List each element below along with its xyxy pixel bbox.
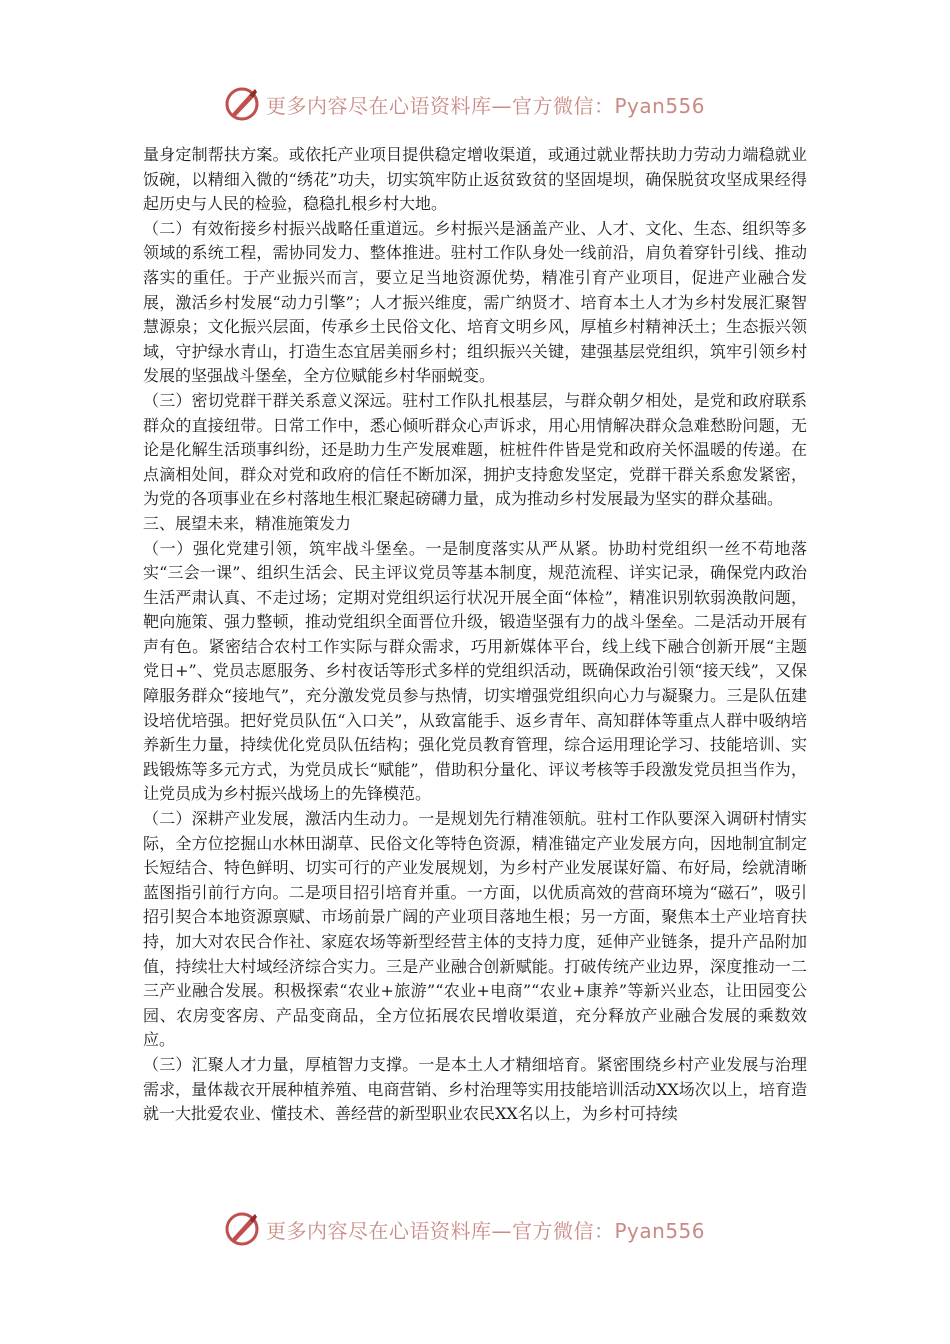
paragraph: 量身定制帮扶方案。或依托产业项目提供稳定增收渠道，或通过就业帮扶助力劳动力端稳就业饭碗，以精细入微的“绣花”功夫，切实筑牢防止返贫致贫的坚固堤坝，确保脱贫攻坚成果经得起历史与人民的检验，稳稳扎根乡村大地。 (143, 145, 807, 214)
paragraph: （三）汇聚人才力量，厚植智力支撑。一是本土人才精细培育。紧密围绕乡村产业发展与治理需求，量体裁衣开展种植养殖、电商营销、乡村治理等实用技能培训活动XX场次以上，培育造就一大批爱农业、懂技术、善经营的新型职业农民XX名以上，为乡村可持续 (143, 1054, 807, 1124)
paragraph: （二）深耕产业发展，激活内生动力。一是规划先行精准领航。驻村工作队要深入调研村情实际，全方位挖掘山水林田湖草、民俗文化等特色资源，精准锚定产业发展方向，因地制宜制定长短结合、特色鲜明、切实可行的产业发展规划，为乡村产业发展谋好篇、布好局，绘就清晰蓝图指引前行方向。二是项目招引培育并重。一方面，以优质高效的营商环境为“磁石”，吸引招引契合本地资源禀赋、市场前景广阔的产业项目落地生根；另一方面，聚焦本土产业培育扶持，加大对农民合作社、家庭农场等新型经营主体的支持力度，延伸产业链条，提升产品附加值，持续壮大村域经济综合实力。三是产业融合创新赋能。打破传统产业边界，深度推动一二三产业融合发展。积极探索“农业+旅游”“农业+电商”“农业+康养”等新兴业态，让田园变公园、农房变客房、产品变商品，全方位拓展农民增收渠道，充分释放产业融合发展的乘数效应。 (143, 809, 807, 1050)
paragraph: （二）有效衔接乡村振兴战略任重道远。乡村振兴是涵盖产业、人才、文化、生态、组织等多领域的系统工程，需协同发力、整体推进。驻村工作队身处一线前沿，肩负着穿针引线、推动落实的重任。于产业振兴而言，要立足当地资源优势，精准引育产业项目，促进产业融合发展，激活乡村发展“动力引擎”；人才振兴维度，需广纳贤才、培育本土人才为乡村发展汇聚智慧源泉；文化振兴层面，传承乡土民俗文化、培育文明乡风，厚植乡村精神沃土；生态振兴领域，守护绿水青山，打造生态宜居美丽乡村；组织振兴关键，建强基层党组织，筑牢引领乡村发展的坚强战斗堡垒，全方位赋能乡村华丽蜕变。 (143, 218, 807, 386)
header-banner (222, 82, 722, 126)
paragraph: （三）密切党群干群关系意义深远。驻村工作队扎根基层，与群众朝夕相处，是党和政府联系群众的直接纽带。日常工作中，悉心倾听群众心声诉求，用心用情解决群众急难愁盼问题，无论是化解生活琐事纠纷，还是助力生产发展难题，桩桩件件皆是党和政府关怀温暖的传递。在点滴相处间，群众对党和政府的信任不断加深，拥护支持愈发坚定，党群干群关系愈发紧密，为党的各项事业在乡村落地生根汇聚起磅礴力量，成为推动乡村发展最为坚实的群众基础。 (143, 390, 807, 509)
banner-text: 更多内容尽在心语资料库—官方微信：Pyan556 (266, 93, 706, 118)
pen-logo-icon (222, 84, 262, 124)
paragraph: （一）强化党建引领，筑牢战斗堡垒。一是制度落实从严从紧。协助村党组织一丝不苟地落实“三会一课”、组织生活会、民主评议党员等基本制度，规范流程、详实记录，确保党内政治生活严肃认真、不走过场；定期对党组织运行状况开展全面“体检”，精准识别软弱涣散问题，靶向施策、强力整顿，推动党组织全面晋位升级，锻造坚强有力的战斗堡垒。二是活动开展有声有色。紧密结合农村工作实际与群众需求，巧用新媒体平台，线上线下融合创新开展“主题党日+”、党员志愿服务、乡村夜话等形式多样的党组织活动，既确保政治引领“接天线”，又保障服务群众“接地气”，充分激发党员参与热情，切实增强党组织向心力与凝聚力。三是队伍建设培优培强。把好党员队伍“入口关”，从致富能手、返乡青年、高知群体等重点人群中吸纳培养新生力量，持续优化党员队伍结构；强化党员教育管理，综合运用理论学习、技能培训、实践锻炼等多元方式，为党员成长“赋能”，借助积分量化、评议考核等手段激发党员担当作为，让党员成为乡村振兴战场上的先锋模范。 (143, 538, 807, 804)
document-body (143, 143, 807, 1127)
banner-text: 更多内容尽在心语资料库—官方微信：Pyan556 (266, 1218, 706, 1243)
section-heading: 三、展望未来，精准施策发力 (143, 513, 352, 533)
footer-banner (222, 1207, 722, 1251)
pen-logo-icon (222, 1209, 262, 1249)
